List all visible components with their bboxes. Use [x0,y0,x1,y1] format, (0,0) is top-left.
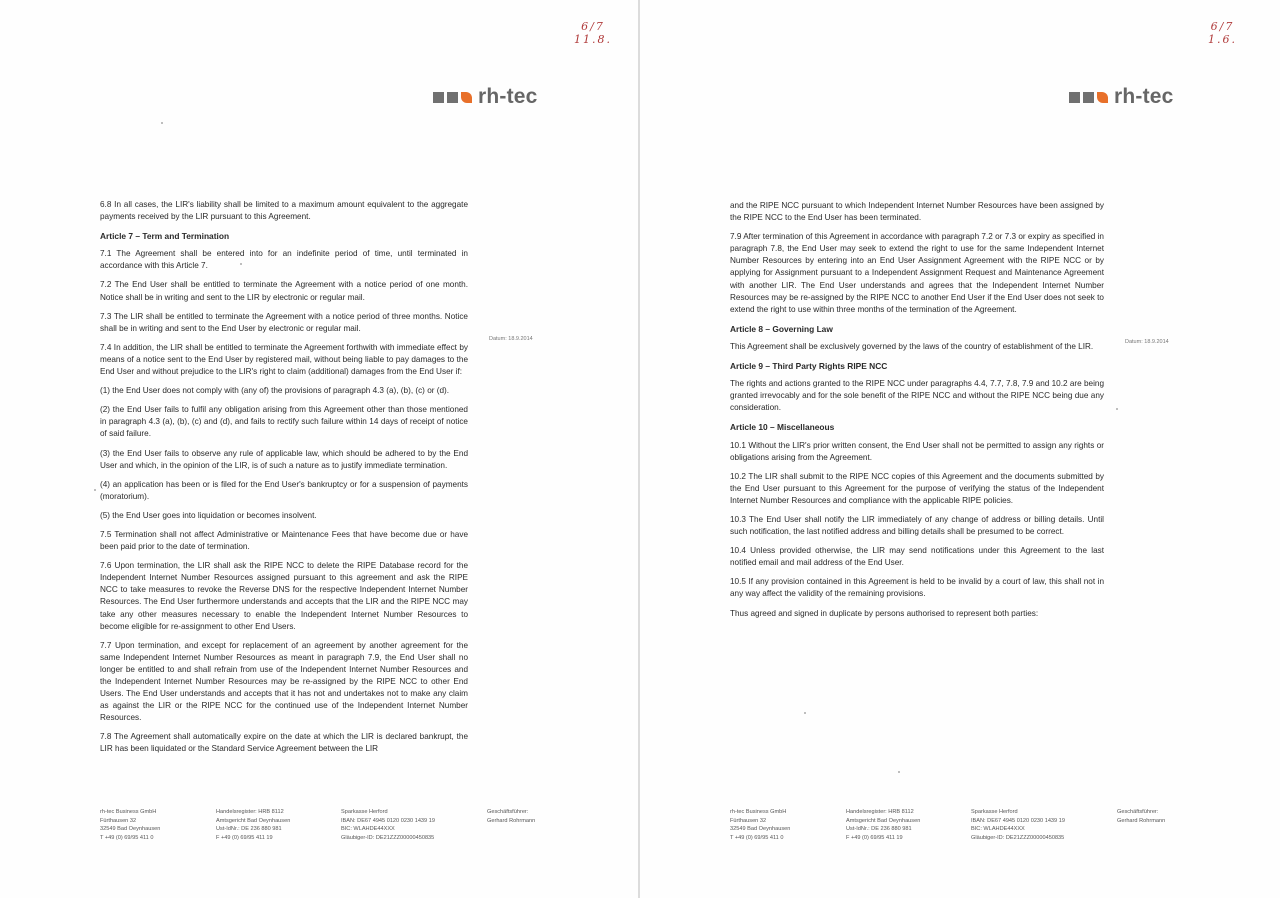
paragraph: 7.2 The End User shall be entitled to terminate the Agreement with a notice period of one month. Notice shall be in writing and sent to the LIR by electronic or regular mail. [100,280,468,302]
paragraph: (5) the End User goes into liquidation or becomes insolvent. [100,510,317,520]
logo-square-icon [1069,92,1080,103]
footer-line: Sparkasse Herford [971,809,1018,815]
paragraph: This Agreement shall be exclusively governed by the laws of the country of establishment of the LIR. [730,341,1094,351]
paragraph: and the RIPE NCC pursuant to which Independent Internet Number Resources have been assigned by the RIPE NCC to the End User has been terminated. [730,201,1104,223]
footer-line: T +49 (0) 69/95 411 0 [100,834,154,841]
document-body-left [100,199,468,791]
article-heading: Article 10 – Miscellaneous [730,422,835,433]
paragraph: Thus agreed and signed in duplicate by persons authorised to represent both parties: [730,608,1039,618]
footer-column [100,808,160,842]
footer-line: rh-tec Business GmbH [730,809,787,815]
footer-line: Ust-IdNr.: DE 236 880 981 [846,826,912,833]
paragraph: (3) the End User fails to observe any rule of applicable law, which should be adhered to by the End User and which, in the opinion of the LIR, is of such a nature as to justify immediate termination. [100,448,468,470]
footer-line: F +49 (0) 69/95 411 19 [216,834,273,841]
paragraph: 10.1 Without the LIR's prior written consent, the End User shall not be permitted to assign any rights or obligations arising from the Agreement. [730,440,1104,462]
footer-line: Amtsgericht Bad Oeynhausen [216,817,291,824]
paragraph: (1) the End User does not comply with (any of) the provisions of paragraph 4.3 (a), (b), (c) or (d). [100,386,450,396]
footer-line: Handelsregister: HRB 8112 [846,809,914,815]
paragraph: 10.5 If any provision contained in this Agreement is held to be invalid by a court of law, this shall not in any way affect the validity of the remaining provisions. [730,577,1104,599]
handwritten-date: 11.8. [574,33,612,46]
paragraph: 7.8 The Agreement shall automatically expire on the date at which the LIR is declared bankrupt, the LIR has been liquidated or the Standard Service Agreement between the LIR [100,732,468,754]
paragraph: 10.4 Unless provided otherwise, the LIR may send notifications under this Agreement to the last notified email and mail address of the End User. [730,546,1104,568]
logo-square-icon [1083,92,1094,103]
paragraph: 7.6 Upon termination, the LIR shall ask the RIPE NCC to delete the RIPE Database record for the Independent Internet Number Resources assigned pursuant to this agreement and ask the RIPE NCC to take measures to revoke the Reverse DNS for the respective Independent Internet Number Resources. The End User furthermore understands and accepts that the LIR and the RIPE NCC may take any other measures necessary to enable the Independent Internet Number Resources to become eligible for re-assignment to other End Users. [100,561,468,631]
footer-line: Fürthausen 32 [730,817,767,824]
paragraph: 7.4 In addition, the LIR shall be entitled to terminate the Agreement forthwith with immediate effect by means of a notice sent to the End User by registered mail, without being liable to pay damages to the End User and without prejudice to the LIR's right to claim (additional) damages from the End User if: [100,342,468,377]
company-logo [433,86,538,108]
footer-line: 32549 Bad Oeynhausen [730,826,791,833]
logo-square-icon [447,92,458,103]
logo-wordmark: rh-tec [1114,85,1174,108]
paragraph: (4) an application has been or is filed for the End User's bankruptcy or for a suspension of payments (moratorium). [100,479,468,501]
footer-column [487,808,535,825]
scan-speck [94,489,96,491]
footer-line: Fürthausen 32 [100,817,137,824]
scan-speck [161,122,163,124]
footer-line: Amtsgericht Bad Oeynhausen [846,817,921,824]
article-heading: Article 7 – Term and Termination [100,231,230,242]
document-date: Datum: 18.9.2014 [1125,339,1169,345]
footer-line: Geschäftsführer: [487,809,529,815]
handwritten-note [574,20,612,46]
article-heading: Article 9 – Third Party Rights RIPE NCC [730,361,888,372]
footer-line: Geschäftsführer: [1117,809,1159,815]
logo-wordmark: rh-tec [478,85,538,108]
paragraph: 7.1 The Agreement shall be entered into for an indefinite period of time, until terminated in accordance with this Article 7. [100,249,468,271]
paragraph: 7.7 Upon termination, and except for replacement of an agreement by another agreement for the same Independent Internet Number Resources as meant in paragraph 7.9, the End User shall no longer be entitled to and shall refrain from use of the Independent Internet Number Resources and the Independent Internet Number Resources may be re-assigned by the RIPE NCC to other End Users. The End User understands and accepts that it has not and undertakes not to make any claim as against the LIR or the RIPE NCC for the continued use of the Independent Internet Number Resources. [100,640,468,723]
handwritten-date: 1.6. [1208,33,1237,46]
scan-speck [804,712,806,714]
footer-line: F +49 (0) 69/95 411 19 [846,834,903,841]
paragraph: (2) the End User fails to fulfil any obligation arising from this Agreement other than those mentioned in paragraph 4.3 (a), (b), (c) and (d), and fails to rectify such failure within 14 days of receipt of notice of said failure. [100,405,468,439]
paragraph: 7.5 Termination shall not affect Administrative or Maintenance Fees that have become due or have been paid prior to the date of termination. [100,529,468,552]
logo-leaf-icon [461,92,472,103]
logo-leaf-icon [1097,92,1108,103]
footer-column [216,808,290,842]
footer-line: IBAN: DE67 4945 0120 0230 1439 19 [341,817,435,824]
footer-line: BIC: WLAHDE44XXX [341,826,395,833]
logo-square-icon [433,92,444,103]
scan-speck [240,263,242,265]
paragraph: 10.3 The End User shall notify the LIR immediately of any change of address or billing details. Until such notification, the last notified address and billing details shall be presumed to be correct. [730,514,1104,537]
footer-column [730,808,790,842]
handwritten-note [1208,20,1237,46]
document-date: Datum: 18.9.2014 [489,336,533,342]
article-heading: Article 8 – Governing Law [730,323,833,334]
footer-line: Handelsregister: HRB 8112 [216,809,284,815]
paragraph: 7.9 After termination of this Agreement in accordance with paragraph 7.2 or 7.3 or expiry as specified in paragraph 7.8, the End User may seek to extend the right to use for the same Independent Internet Number Resources by entering into an End User Assignment Agreement with the RIPE NCC or by applying for Assignment pursuant to a Independent Assignment Request and Maintenance Agreement with another LIR. The End User understands and agrees that the Independent Internet Number Resources may be re-assigned by the RIPE NCC to another End User if the End User does not seek to extend the right to use within three months of the termination of the Agreement. [730,232,1104,314]
footer-column [341,808,435,842]
footer-line: Ust-IdNr.: DE 236 880 981 [216,826,282,833]
paragraph: 6.8 In all cases, the LIR's liability shall be limited to a maximum amount equivalent to the aggregate payments received by the LIR pursuant to this Agreement. [100,200,468,222]
document-page-left [0,0,638,898]
footer-line: Gerhard Rohrmann [1117,817,1166,824]
handwritten-page-count: 6/7 [1210,20,1235,33]
footer-column [971,808,1065,842]
paragraph: 7.3 The LIR shall be entitled to terminate the Agreement with a notice period of three months. Notice shall be in writing and sent to the End User by electronic or regular mail. [100,311,468,333]
footer-line: IBAN: DE67 4945 0120 0230 1439 19 [971,817,1065,824]
scan-speck [898,771,900,773]
footer-line: Gläubiger-ID: DE21ZZZ00000450835 [341,834,435,841]
footer-column [1117,808,1165,825]
paragraph: 10.2 The LIR shall submit to the RIPE NCC copies of this Agreement and the documents submitted by the End User pursuant to this Agreement for the purpose of verifying the status of the Independent Internet Number Resources and compliance with the applicable RIPE policies. [730,471,1104,505]
footer-line: T +49 (0) 69/95 411 0 [730,834,784,841]
handwritten-page-count: 6/7 [581,20,605,33]
document-page-right [640,0,1280,898]
footer-line: Sparkasse Herford [341,809,388,815]
footer-line: Gläubiger-ID: DE21ZZZ00000450835 [971,834,1065,841]
document-body-right [730,200,1104,670]
footer-line: rh-tec Business GmbH [100,809,157,815]
footer-line: 32549 Bad Oeynhausen [100,826,161,833]
footer-line: BIC: WLAHDE44XXX [971,826,1025,833]
scan-speck [1116,408,1118,410]
footer-line: Gerhard Rohrmann [487,817,536,824]
paragraph: The rights and actions granted to the RIPE NCC under paragraphs 4.4, 7.7, 7.8, 7.9 and 10.2 are being granted irrevocably and for the sole benefit of the RIPE NCC and without the RIPE NCC being due any consideration. [730,379,1104,413]
company-logo [1069,86,1174,108]
footer-column [846,808,920,842]
